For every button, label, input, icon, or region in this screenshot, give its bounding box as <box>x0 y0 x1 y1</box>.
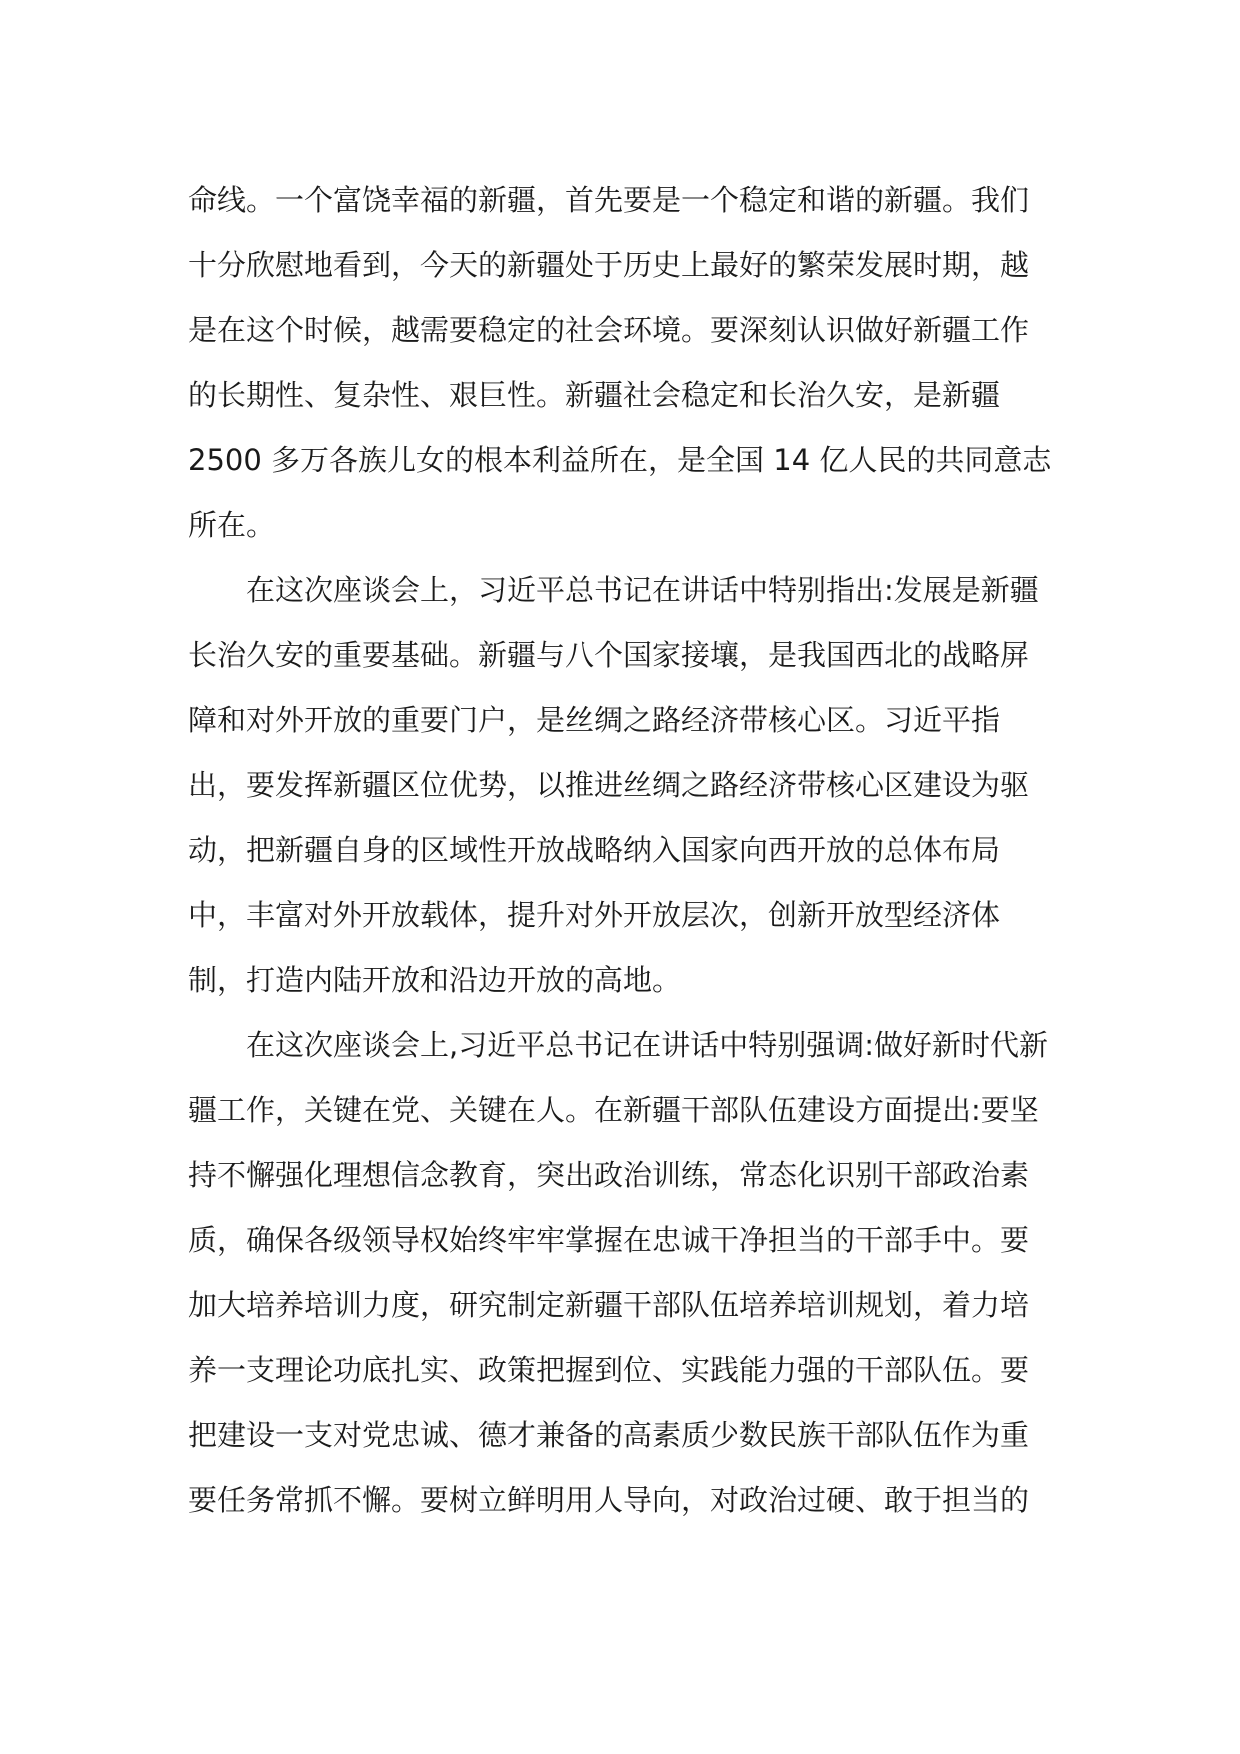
text-line: 要任务常抓不懈。要树立鲜明用人导向，对政治过硬、敢于担当的 <box>188 1483 1030 1517</box>
text-line: 在这次座谈会上，习近平总书记在讲话中特别指出:发展是新疆 <box>188 573 1039 607</box>
text-line: 所在。 <box>188 508 276 542</box>
text-line: 加大培养培训力度，研究制定新疆干部队伍培养培训规划，着力培 <box>188 1288 1030 1322</box>
text-line: 命线。一个富饶幸福的新疆，首先要是一个稳定和谐的新疆。我们 <box>188 183 1030 217</box>
text-line: 持不懈强化理想信念教育，突出政治训练，常态化识别干部政治素 <box>188 1158 1030 1192</box>
text-line: 十分欣慰地看到，今天的新疆处于历史上最好的繁荣发展时期，越 <box>188 248 1030 282</box>
text-line: 是在这个时候，越需要稳定的社会环境。要深刻认识做好新疆工作 <box>188 313 1030 347</box>
text-line: 的长期性、复杂性、艰巨性。新疆社会稳定和长治久安，是新疆 <box>188 378 1001 412</box>
text-line: 动，把新疆自身的区域性开放战略纳入国家向西开放的总体布局 <box>188 833 1001 867</box>
text-line: 在这次座谈会上,习近平总书记在讲话中特别强调:做好新时代新 <box>188 1028 1048 1062</box>
text-line: 质，确保各级领导权始终牢牢掌握在忠诚干净担当的干部手中。要 <box>188 1223 1030 1257</box>
text-line: 制，打造内陆开放和沿边开放的高地。 <box>188 963 682 997</box>
text-line: 养一支理论功底扎实、政策把握到位、实践能力强的干部队伍。要 <box>188 1353 1030 1387</box>
text-line: 长治久安的重要基础。新疆与八个国家接壤，是我国西北的战略屏 <box>188 638 1030 672</box>
text-line: 2500 多万各族儿女的根本利益所在，是全国 14 亿人民的共同意志 <box>188 443 1052 477</box>
document-body <box>188 168 1068 1533</box>
text-line: 障和对外开放的重要门户，是丝绸之路经济带核心区。习近平指 <box>188 703 1001 737</box>
text-line: 把建设一支对党忠诚、德才兼备的高素质少数民族干部队伍作为重 <box>188 1418 1030 1452</box>
text-line: 出，要发挥新疆区位优势，以推进丝绸之路经济带核心区建设为驱 <box>188 768 1030 802</box>
text-line: 中，丰富对外开放载体，提升对外开放层次，创新开放型经济体 <box>188 898 1001 932</box>
text-line: 疆工作，关键在党、关键在人。在新疆干部队伍建设方面提出:要坚 <box>188 1093 1039 1127</box>
